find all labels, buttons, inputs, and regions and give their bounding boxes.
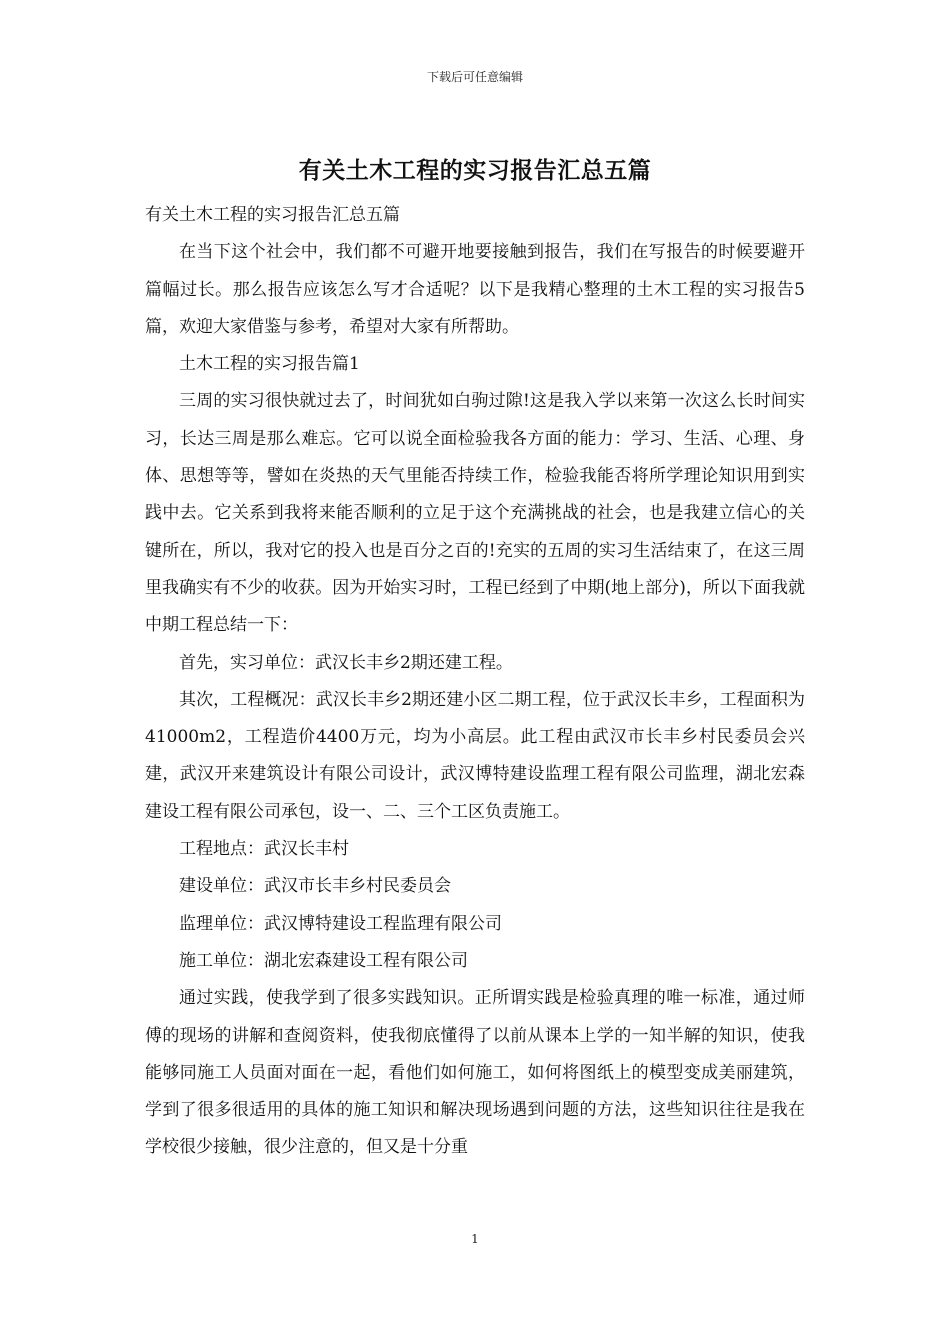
intro-paragraph: 在当下这个社会中，我们都不可避开地要接触到报告，我们在写报告的时候要避开篇幅过长。那么报告应该怎么写才合适呢？以下是我精心整理的土木工程的实习报告5篇，欢迎大家借鉴与参考，希望对大家有所帮助。 (145, 242, 805, 337)
supervision-unit: 监理单位：武汉博特建设工程监理有限公司 (179, 913, 502, 934)
body-paragraph: 三周的实习很快就过去了，时间犹如白驹过隙!这是我入学以来第一次这么长时间实习，长达三周是那么难忘。它可以说全面检验我各方面的能力：学习、生活、心理、身体、思想等等，譬如在炎热的天气里能否持续工作，检验我能否将所学理论知识用到实践中去。它关系到我将来能否顺利的立足于这个充满挑战的社会，也是我建立信心的关键所在，所以，我对它的投入也是百分之百的!充实的五周的实习生活结束了，在这三周里我确实有不少的收获。因为开始实习时，工程已经到了中期(地上部分)，所以下面我就中期工程总结一下： (145, 391, 805, 636)
page-header-note: 下载后可任意编辑 (426, 70, 523, 84)
body-paragraph: 其次，工程概况：武汉长丰乡2期还建小区二期工程，位于武汉长丰乡，工程面积为41000m2，工程造价4400万元，均为小高层。此工程由武汉市长丰乡村民委员会兴建，武汉开来建筑设计有限公司设计，武汉博特建设监理工程有限公司监理，湖北宏森建设工程有限公司承包，设一、二、三个工区负责施工。 (145, 689, 805, 822)
body-paragraph: 通过实践，使我学到了很多实践知识。正所谓实践是检验真理的唯一标准，通过师傅的现场的讲解和查阅资料，使我彻底懂得了以前从课本上学的一知半解的知识，使我能够同施工人员面对面在一起，看他们如何施工，如何将图纸上的模型变成美丽建筑，学到了很多很适用的具体的施工知识和解决现场遇到问题的方法，这些知识往往是我在学校很少接触，很少注意的，但又是十分重 (145, 988, 805, 1158)
contractor-unit: 施工单位：湖北宏森建设工程有限公司 (179, 950, 468, 971)
document-title: 有关土木工程的实习报告汇总五篇 (298, 157, 652, 184)
page-number: 1 (471, 1232, 479, 1246)
project-location: 工程地点：武汉长丰村 (179, 839, 349, 860)
section-heading: 土木工程的实习报告篇1 (179, 354, 360, 375)
body-paragraph: 首先，实习单位：武汉长丰乡2期还建工程。 (179, 652, 513, 673)
document-body (145, 197, 805, 1167)
construction-unit: 建设单位：武汉市长丰乡村民委员会 (179, 876, 451, 897)
subtitle-paragraph: 有关土木工程的实习报告汇总五篇 (145, 205, 400, 225)
